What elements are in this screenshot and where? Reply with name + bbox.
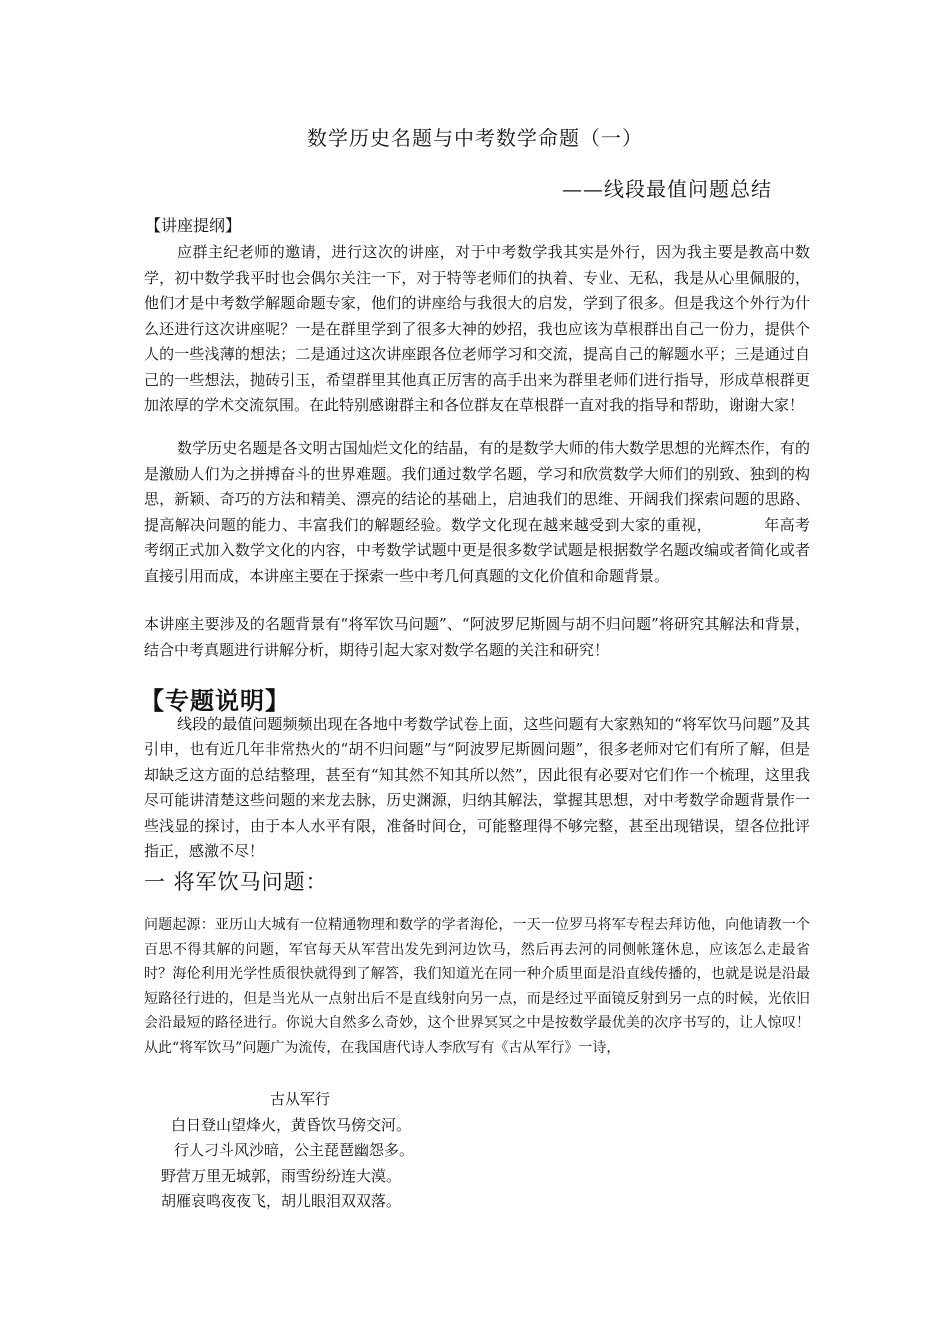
outline-paragraph-2-part-b: 年高考考纲正式加入数学文化的内容，中考数学试题中更是很多数学试题是根据数学名题改编或者简化或者直接引用而成，本讲座主要在于探索一些中考几何真题的文化价值和命题背景。 [144,515,810,585]
outline-paragraph-2 [144,436,810,589]
poem-line: 胡雁哀鸣夜夜飞，胡儿眼泪双双落。 [161,1192,402,1211]
poem-line: 白日登山望烽火，黄昏饮马傍交河。 [171,1115,412,1134]
document-subtitle: ——线段最值问题总结 [562,177,772,201]
outline-paragraph-3: 本讲座主要涉及的名题背景有“将军饮马问题”、“阿波罗尼斯圆与胡不归问题”将研究其解法和背景，结合中考真题进行讲解分析，期待引起大家对数学名题的关注和研究！ [144,615,810,659]
special-paragraph: 线段的最值问题频频出现在各地中考数学试卷上面，这些问题有大家熟知的“将军饮马问题”及其引申，也有近几年非常热火的“胡不归问题”与“阿波罗尼斯圆问题”，很多老师对它们有所了解，但是却缺乏这方面的总结整理，甚至有“知其然不知其所以然”，因此很有必要对它们作一个梳理，这里我尽可能讲清楚这些问题的来龙去脉，历史渊源，归纳其解法，掌握其思想，对中考数学命题背景作一些浅显的探讨，由于本人水平有限，准备时间仓，可能整理得不够完整，甚至出现错误，望各位批评指正，感激不尽！ [144,715,810,861]
poem-line: 野营万里无城郭，雨雪纷纷连大漠。 [161,1166,402,1185]
section-1-heading: 一 将军饮马问题： [144,870,328,894]
poem [144,1087,810,1215]
origin-paragraph: 问题起源：亚历山大城有一位精通物理和数学的学者海伦，一天一位罗马将军专程去拜访他，向他请教一个百思不得其解的问题，军官每天从军营出发先到河边饮马，然后再去河的同侧帐篷休息，应该怎么走最省时？海伦利用光学性质很快就得到了解答，我们知道光在同一种介质里面是沿直线传播的，也就是说是沿最短路径行进的，但是当光从一点射出后不是直线射向另一点，而是经过平面镜反射到另一点的时候，光依旧会沿最短的路径进行。你说大自然多么奇妙，这个世界冥冥之中是按数学最优美的次序书写的，让人惊叹！从此“将军饮马”问题广为流传，在我国唐代诗人李欣写有《古从军行》一诗， [144,917,810,1056]
document-title: 数学历史名题与中考数学命题（一） [307,126,643,150]
special-heading: 【专题说明】 [140,687,290,715]
poem-title: 古从军行 [270,1090,331,1108]
outline-heading: 【讲座提纲】 [145,216,242,235]
outline-paragraph-1: 应群主纪老师的邀请，进行这次的讲座，对于中考数学我其实是外行，因为我主要是教高中数学，初中数学我平时也会偶尔关注一下，对于特等老师们的执着、专业、无私，我是从心里佩服的，他们才是中考数学解题命题专家，他们的讲座给与我很大的启发，学到了很多。但是我这个外行为什么还进行这次讲座呢？一是在群里学到了很多大神的妙招，我也应该为草根群出自己一份力，提供个人的一些浅薄的想法；二是通过这次讲座跟各位老师学习和交流，提高自己的解题水平；三是通过自己的一些想法，抛砖引玉，希望群里其他真正厉害的高手出来为群里老师们进行指导，形成草根群更加浓厚的学术交流氛围。在此特别感谢群主和各位群友在草根群一直对我的指导和帮助，谢谢大家！ [144,243,810,414]
outline-paragraph-2-part-a: 数学历史名题是各文明古国灿烂文化的结晶，有的是数学大师的伟大数学思想的光辉杰作，有的是激励人们为之拼搏奋斗的世界难题。我们通过数学名题，学习和欣赏数学大师们的别致、独到的构思，新颖、奇巧的方法和精美、漂亮的结论的基础上，启迪我们的思维、开阔我们探索问题的思路、提高解决问题的能力、丰富我们的解题经验。数学文化现在越来越受到大家的重视， [144,439,810,534]
poem-line: 行人刁斗风沙暗，公主琵琶幽怨多。 [174,1141,415,1160]
